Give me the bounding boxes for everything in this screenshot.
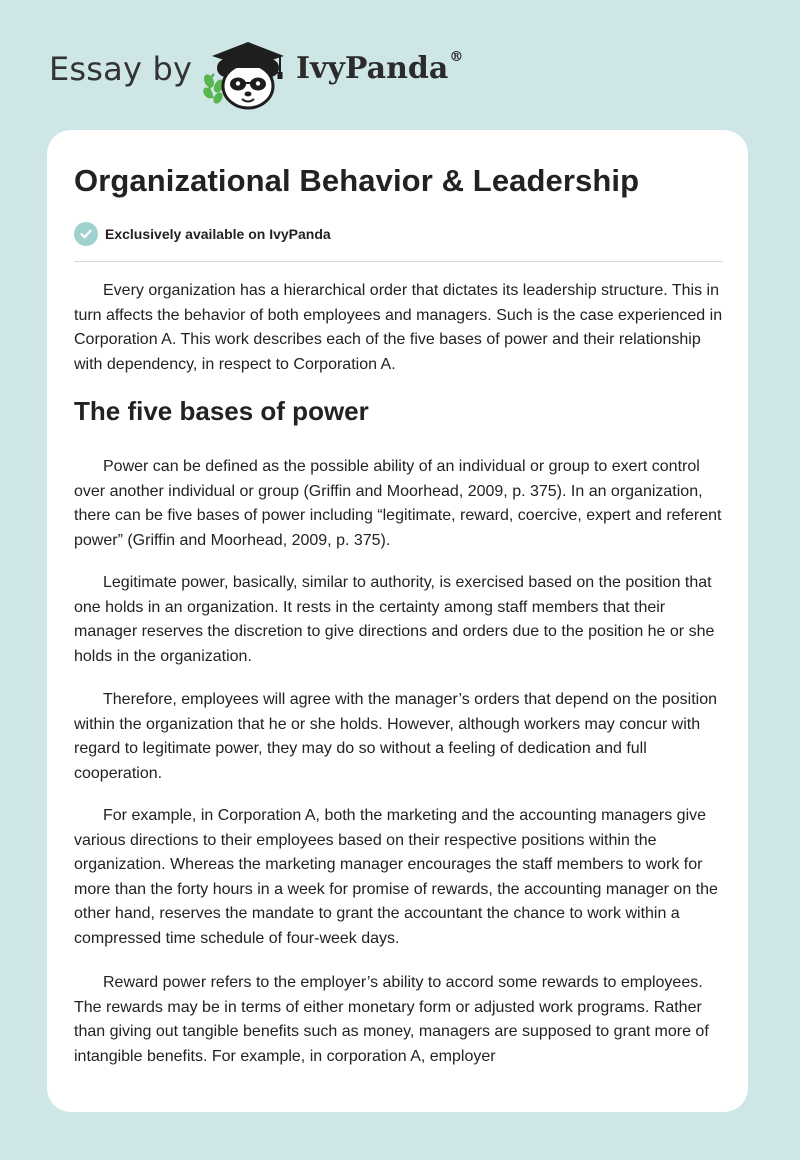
body-paragraph: Power can be defined as the possible ability of an individual or group to exert control over another individual or group (Griffin and Moorhead, 2009, p. 375). In an organization, there can be five bases of power including “legitimate, reward, coercive, expert and referent power” (Griffin and Moorhead, 2009, p. 375).: [74, 458, 722, 549]
registered-mark: ®: [449, 49, 464, 65]
body-paragraph: Reward power refers to the employer’s ability to accord some rewards to employees. The rewards may be in terms of either monetary form or adjusted work programs. Rather than giving out tangible benefits such as money, managers are supposed to grant more of intangible benefits. For example, in corporation A, employer: [74, 974, 709, 1065]
intro-paragraph: Every organization has a hierarchical order that dictates its leadership structure. This in turn affects the behavior of both employees and managers. Such is the case experienced in Corporation A. This work describes each of the five bases of power and their relationship with dependency, in respect to Corporation A.: [74, 282, 723, 373]
essay-title: Organizational Behavior & Leadership: [74, 163, 640, 198]
panda-graduate-icon[interactable]: [200, 34, 292, 110]
check-circle-icon: [74, 222, 98, 246]
section-heading: The five bases of power: [74, 396, 369, 426]
brand-name-text: IvyPanda: [296, 51, 449, 86]
essay-card: [47, 130, 748, 1112]
exclusive-badge: [74, 222, 331, 246]
title-divider: [74, 261, 723, 262]
body-paragraph: Legitimate power, basically, similar to authority, is exercised based on the position that one holds in an organization. It rests in the certainty among staff members that their manager reserves the discretion to give directions and orders due to the position he or she holds in the organization.: [74, 574, 715, 665]
site-header: [0, 0, 800, 130]
body-paragraph: For example, in Corporation A, both the marketing and the accounting managers give various directions to their employees based on their respective positions within the organization. Whereas the marketing manager encourages the staff members to work for more than the forty hours in a week for promise of rewards, the accounting manager on the other hand, reserves the mandate to grant the accountant the chance to work within a compressed time schedule of four-week days.: [74, 807, 718, 947]
brand-name[interactable]: [296, 51, 463, 86]
body-paragraph: Therefore, employees will agree with the manager’s orders that depend on the position within the organization that he or she holds. However, although workers may concur with regard to legitimate power, they may do so without a feeling of dedication and full cooperation.: [74, 691, 717, 782]
exclusive-label: Exclusively available on IvyPanda: [105, 226, 331, 242]
essay-by-label: Essay by: [49, 50, 193, 88]
